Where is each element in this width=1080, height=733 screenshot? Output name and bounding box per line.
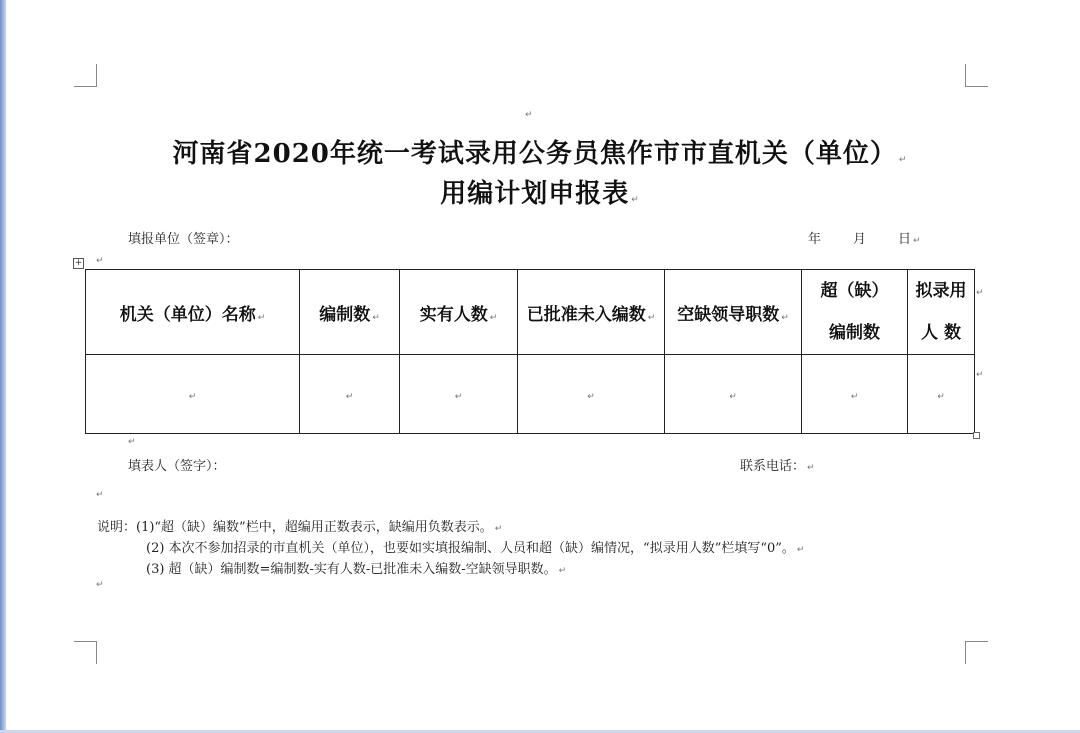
- paragraph-mark: ↵: [913, 236, 921, 246]
- header-label: 机关（单位）名称: [119, 304, 256, 325]
- paragraph-mark: ↵: [587, 392, 595, 402]
- header-label: 已批准未入编数: [526, 304, 646, 325]
- paragraph-mark: ↵: [898, 155, 908, 165]
- header-label: 拟录用: [915, 281, 967, 301]
- table-cell[interactable]: [300, 355, 400, 434]
- title-text: 河南省2020年统一考试录用公务员焦作市市直机关（单位）: [172, 139, 897, 169]
- table-cell[interactable]: [86, 355, 300, 434]
- phone-label[interactable]: [740, 455, 815, 474]
- table-header-row: [86, 270, 975, 355]
- note-3[interactable]: [146, 558, 566, 577]
- crop-mark-bottom-right: [965, 641, 988, 664]
- paragraph-mark: ↵: [494, 524, 503, 534]
- paragraph-mark: ↵: [525, 110, 533, 120]
- header-label: 编制数: [319, 304, 371, 325]
- table-header-cell[interactable]: [86, 270, 300, 355]
- table-cell[interactable]: [665, 355, 802, 434]
- paragraph-mark: ↵: [188, 392, 197, 402]
- paragraph-mark: ↵: [647, 312, 656, 323]
- paragraph-mark: ↵: [372, 312, 380, 323]
- paragraph-mark: ↵: [796, 545, 805, 555]
- date-month: 月: [853, 232, 867, 247]
- note-text: 说明：(1)“超（缺）编数”栏中，超编用正数表示，缺编用负数表示。: [97, 520, 493, 535]
- table-header-cell[interactable]: [802, 270, 908, 355]
- note-2[interactable]: [146, 537, 804, 556]
- paragraph-mark: ↵: [781, 312, 789, 323]
- header-label: 超（缺）: [820, 281, 889, 301]
- paragraph-mark: ↵: [96, 490, 104, 500]
- paragraph-mark: ↵: [96, 580, 104, 590]
- table-cell[interactable]: [908, 355, 975, 434]
- crop-mark-top-left: [74, 64, 97, 87]
- note-text: (2) 本次不参加招录的市直机关（单位），也要如实填报编制、人员和超（缺）编情况，“拟录用人数”栏填写“0”。: [146, 541, 795, 556]
- row-end-mark: ↵: [976, 288, 984, 298]
- table-resize-handle[interactable]: [973, 432, 980, 439]
- paragraph-mark: ↵: [489, 312, 498, 323]
- table-header-cell[interactable]: [665, 270, 802, 355]
- crop-mark-top-right: [965, 64, 988, 87]
- header-label: 空缺领导职数: [677, 304, 780, 325]
- note-1[interactable]: [97, 516, 502, 535]
- paragraph-mark: ↵: [345, 392, 354, 402]
- table-header-cell[interactable]: [400, 270, 518, 355]
- table-cell[interactable]: [518, 355, 665, 434]
- header-label: 人 数: [921, 323, 961, 343]
- document-title-line1[interactable]: [100, 133, 980, 170]
- paragraph-mark: ↵: [257, 312, 266, 323]
- paragraph-mark: ↵: [631, 195, 640, 205]
- paragraph-mark: ↵: [454, 392, 463, 402]
- row-end-mark: ↵: [976, 370, 984, 380]
- table-cell[interactable]: [802, 355, 908, 434]
- paragraph-mark: ↵: [729, 392, 737, 402]
- table-header-cell[interactable]: [300, 270, 400, 355]
- fill-unit-text: 填报单位（签章）：: [128, 232, 239, 247]
- filler-text: 填表人（签字）：: [128, 459, 226, 474]
- paragraph-mark: ↵: [937, 392, 945, 402]
- paragraph-mark: ↵: [807, 463, 815, 473]
- table-cell[interactable]: [400, 355, 518, 434]
- table-row: [86, 355, 975, 434]
- filler-label[interactable]: [128, 455, 226, 474]
- paragraph-mark: ↵: [128, 437, 136, 447]
- date-year: 年: [808, 232, 822, 247]
- table-header-cell[interactable]: [518, 270, 665, 355]
- window-left-edge: [0, 0, 6, 733]
- header-label: 实有人数: [419, 304, 488, 325]
- title-text: 用编计划申报表: [440, 179, 630, 209]
- plan-table: [85, 269, 975, 434]
- paragraph-mark: ↵: [558, 566, 567, 576]
- header-label: 编制数: [829, 323, 880, 343]
- date-field[interactable]: [808, 228, 921, 247]
- document-title-line2[interactable]: [100, 173, 980, 210]
- paragraph-mark: ↵: [850, 392, 859, 402]
- paragraph-mark: ↵: [96, 256, 104, 266]
- table-header-cell[interactable]: [908, 270, 975, 355]
- note-text: (3) 超（缺）编制数=编制数-实有人数-已批准未入编数-空缺领导职数。: [146, 562, 557, 577]
- date-day: 日: [898, 232, 912, 247]
- crop-mark-bottom-left: [74, 641, 97, 664]
- fill-unit-label[interactable]: [128, 228, 239, 247]
- table-move-handle-icon[interactable]: +: [74, 258, 83, 268]
- phone-text: 联系电话：: [740, 459, 806, 474]
